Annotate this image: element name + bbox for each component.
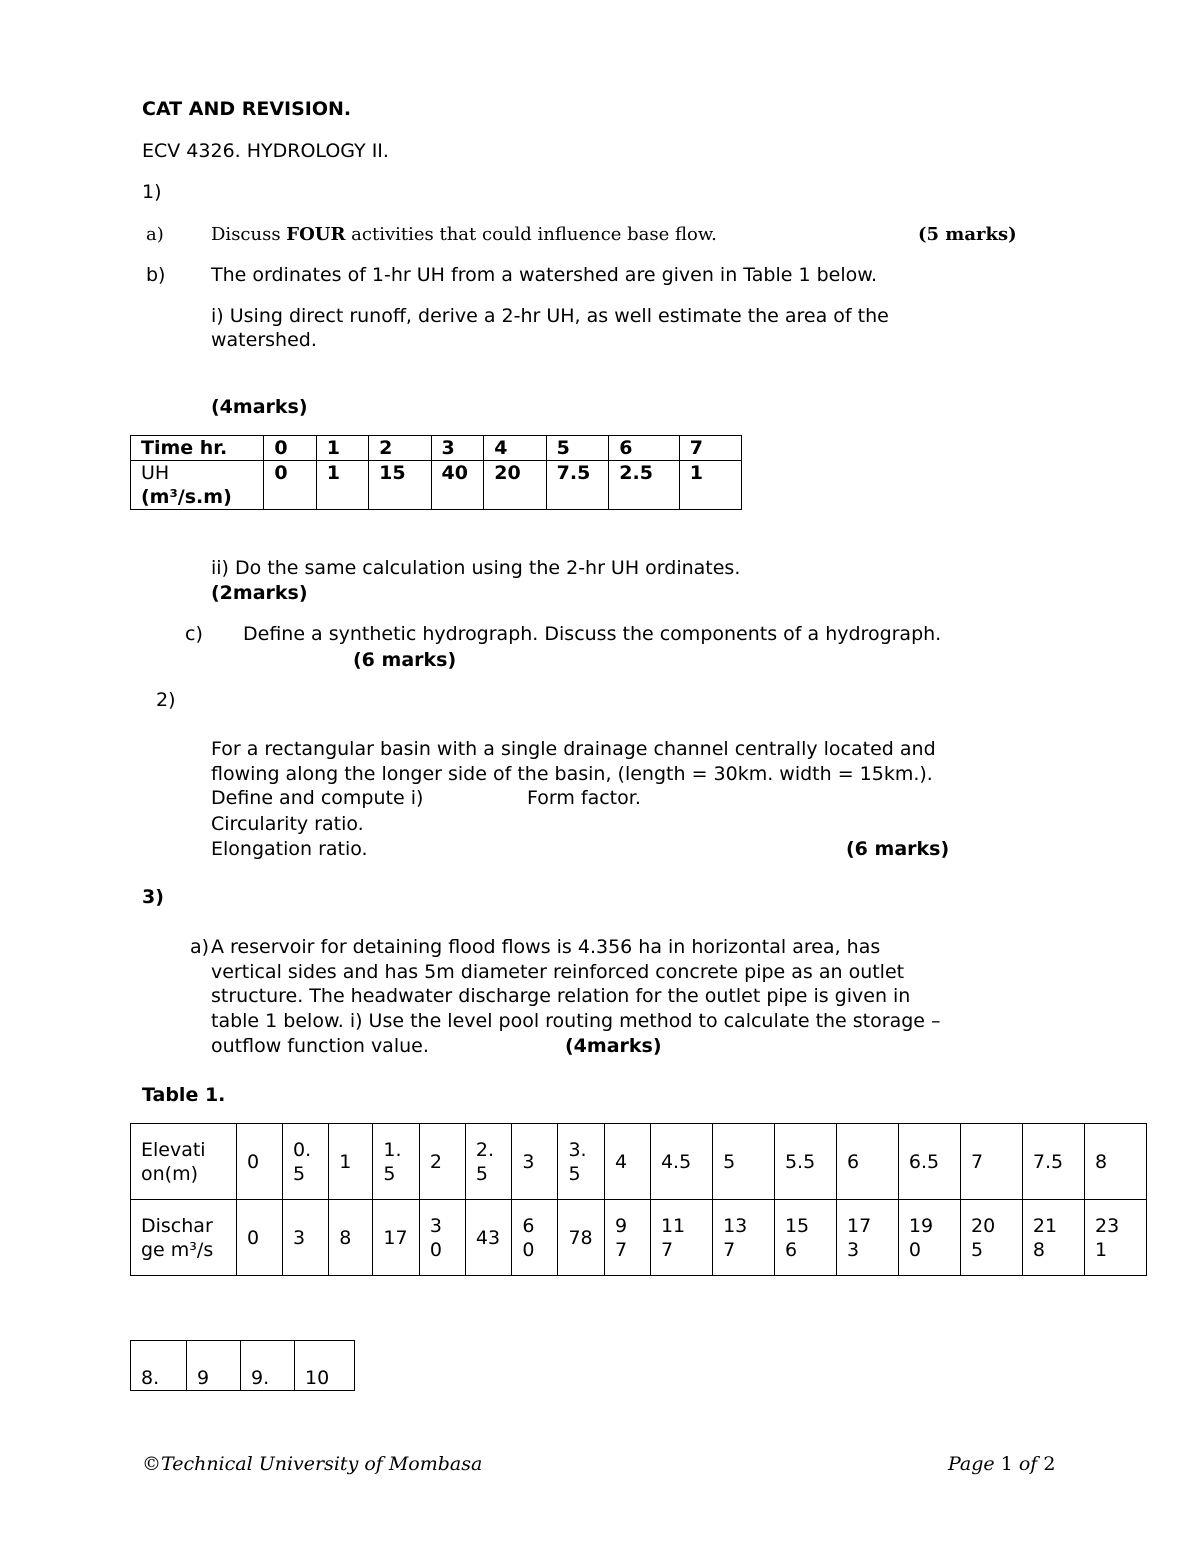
q3-line2: vertical sides and has 5m diameter reinforced concrete pipe as an outlet <box>211 961 905 983</box>
q1a-text: Discuss FOUR activities that could influence base flow. <box>211 224 717 245</box>
q2-line4: Circularity ratio. <box>211 813 364 835</box>
footer-copyright: ©Technical University of Mombasa <box>142 1453 483 1475</box>
discharge-row <box>131 1200 1147 1276</box>
q2-line2: flowing along the longer side of the basin, (length = 30km. width = 15km.). <box>211 763 933 785</box>
uh-table-row-uh <box>131 461 742 510</box>
uh-value-cell: 2.5 <box>609 461 679 510</box>
elevation-cell: 3 <box>512 1124 558 1200</box>
elevation-cell: 1. 5 <box>373 1124 420 1200</box>
elevation-cell: 6.5 <box>898 1124 960 1200</box>
extra-table-row <box>131 1341 355 1391</box>
elevation-cell: 5 <box>713 1124 775 1200</box>
elevation-row <box>131 1124 1147 1200</box>
q1b-label: b) <box>146 264 166 286</box>
discharge-cell: 3 0 <box>419 1200 465 1276</box>
extra-cell: 10 <box>295 1341 355 1391</box>
q3-line4: table 1 below. i) Use the level pool routing method to calculate the storage – <box>211 1010 941 1032</box>
discharge-cell: 17 3 <box>837 1200 899 1276</box>
q1b-text: The ordinates of 1-hr UH from a watershed are given in Table 1 below. <box>211 264 878 286</box>
elevation-cell: 3. 5 <box>558 1124 605 1200</box>
uh-value-cell: 7.5 <box>546 461 609 510</box>
uh-time-cell: 2 <box>369 436 431 461</box>
table-1-title: Table 1. <box>142 1084 226 1106</box>
q3-line3: structure. The headwater discharge relation for the outlet pipe is given in <box>211 985 911 1007</box>
discharge-row-label: Dischar ge m³/s <box>131 1200 237 1276</box>
uh-time-cell: 7 <box>679 436 741 461</box>
discharge-cell: 13 7 <box>713 1200 775 1276</box>
elevation-row-label: Elevati on(m) <box>131 1124 237 1200</box>
elevation-cell: 0. 5 <box>283 1124 329 1200</box>
elevation-cell: 7.5 <box>1022 1124 1084 1200</box>
extra-cell: 8. <box>131 1341 187 1391</box>
uh-time-cell: 3 <box>431 436 484 461</box>
q2-line3b: Form factor. <box>527 787 641 809</box>
uh-value-cell: 0 <box>264 461 316 510</box>
extra-cell: 9. <box>241 1341 295 1391</box>
uh-value-cell: 1 <box>316 461 368 510</box>
question-3-number: 3) <box>142 886 164 908</box>
uh-time-cell: 1 <box>316 436 368 461</box>
q1b-ii-text: ii) Do the same calculation using the 2-hr UH ordinates. <box>211 557 741 579</box>
q1b-i-line2: watershed. <box>211 329 317 351</box>
discharge-cell: 9 7 <box>604 1200 650 1276</box>
q1b-ii-marks: (2marks) <box>211 582 308 604</box>
elevation-cell: 8 <box>1084 1124 1146 1200</box>
uh-table <box>130 435 742 510</box>
question-2-number: 2) <box>156 689 176 711</box>
q1c-text: Define a synthetic hydrograph. Discuss the components of a hydrograph. <box>243 623 942 645</box>
q3-line5: outflow function value. <box>211 1035 429 1057</box>
footer-page-number: Page 1 of 2 <box>948 1453 1056 1475</box>
uh-time-cell: 4 <box>484 436 546 461</box>
uh-time-cell: 6 <box>609 436 679 461</box>
discharge-cell: 78 <box>558 1200 605 1276</box>
elevation-cell: 7 <box>961 1124 1023 1200</box>
elevation-cell: 4 <box>604 1124 650 1200</box>
q2-marks: (6 marks) <box>846 838 950 860</box>
q1b-i-line1: i) Using direct runoff, derive a 2-hr UH, as well estimate the area of the <box>211 305 889 327</box>
discharge-cell: 20 5 <box>961 1200 1023 1276</box>
page-title: CAT AND REVISION. <box>142 98 352 120</box>
uh-table-row-time <box>131 436 742 461</box>
uh-value-cell: 40 <box>431 461 484 510</box>
uh-time-cell: 0 <box>264 436 316 461</box>
q3-line1: A reservoir for detaining flood flows is 4.356 ha in horizontal area, has <box>211 936 881 958</box>
discharge-cell: 8 <box>329 1200 373 1276</box>
q2-line3a: Define and compute i) <box>211 787 424 809</box>
q1a-label: a) <box>146 224 164 245</box>
discharge-cell: 23 1 <box>1084 1200 1146 1276</box>
discharge-cell: 11 7 <box>650 1200 712 1276</box>
discharge-cell: 3 <box>283 1200 329 1276</box>
course-title: ECV 4326. HYDROLOGY II. <box>142 140 389 162</box>
discharge-cell: 6 0 <box>512 1200 558 1276</box>
q1b-i-marks: (4marks) <box>211 396 308 418</box>
elevation-cell: 5.5 <box>774 1124 836 1200</box>
elevation-cell: 2 <box>419 1124 465 1200</box>
q3-marks: (4marks) <box>565 1035 662 1057</box>
discharge-cell: 21 8 <box>1022 1200 1084 1276</box>
q3a-label: a) <box>190 936 210 958</box>
discharge-cell: 0 <box>237 1200 283 1276</box>
elevation-cell: 6 <box>837 1124 899 1200</box>
discharge-cell: 15 6 <box>774 1200 836 1276</box>
discharge-cell: 17 <box>373 1200 420 1276</box>
q2-line5: Elongation ratio. <box>211 838 368 860</box>
uh-time-cell: 5 <box>546 436 609 461</box>
q1c-marks: (6 marks) <box>353 649 457 671</box>
elevation-cell: 0 <box>237 1124 283 1200</box>
uh-value-cell: 20 <box>484 461 546 510</box>
elevation-cell: 4.5 <box>650 1124 712 1200</box>
uh-row-label-time: Time hr. <box>131 436 264 461</box>
elevation-discharge-table <box>130 1123 1147 1276</box>
uh-value-cell: 15 <box>369 461 431 510</box>
q1a-marks: (5 marks) <box>918 224 1017 245</box>
elevation-cell: 1 <box>329 1124 373 1200</box>
uh-value-cell: 1 <box>679 461 741 510</box>
extra-table <box>130 1340 355 1391</box>
extra-cell: 9 <box>187 1341 241 1391</box>
discharge-cell: 19 0 <box>898 1200 960 1276</box>
q1c-label: c) <box>185 623 203 645</box>
q2-line1: For a rectangular basin with a single drainage channel centrally located and <box>211 738 936 760</box>
uh-row-label-uh: UH (m³/s.m) <box>131 461 264 510</box>
elevation-cell: 2. 5 <box>465 1124 512 1200</box>
discharge-cell: 43 <box>465 1200 512 1276</box>
question-1-number: 1) <box>142 181 162 203</box>
